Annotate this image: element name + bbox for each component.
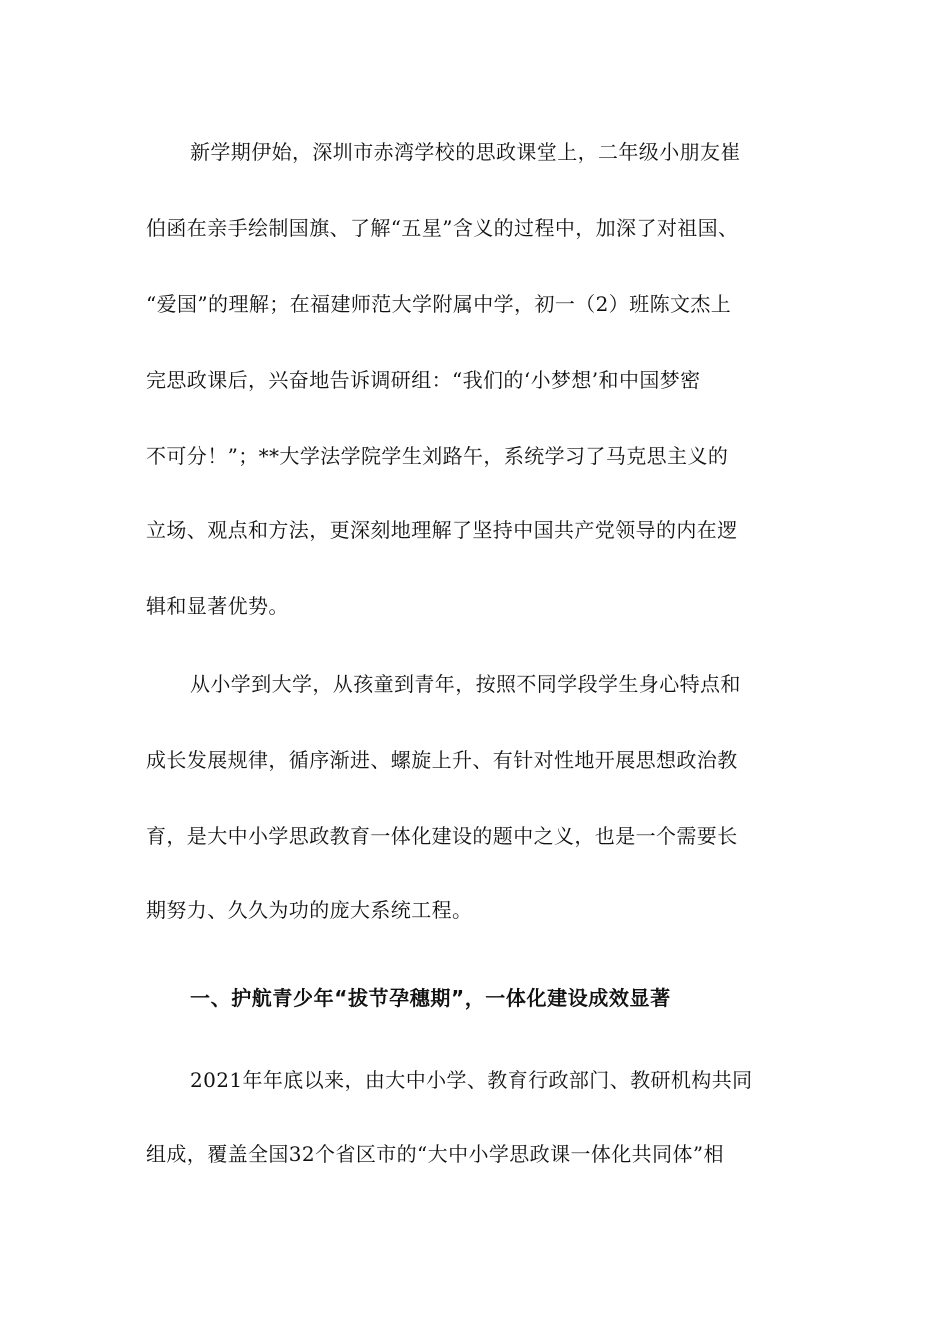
paragraph-1-line-1: 新学期伊始，深圳市赤湾学校的思政课堂上，二年级小朋友崔 [190,140,741,164]
paragraph-2-line-1: 从小学到大学，从孩童到青年，按照不同学段学生身心特点和 [190,672,741,696]
paragraph-3-line-2: 组成，覆盖全国32个省区市的“大中小学思政课一体化共同体”相 [146,1142,724,1166]
paragraph-2-line-3: 育，是大中小学思政教育一体化建设的题中之义，也是一个需要长 [146,824,738,848]
section-heading: 一、护航青少年“拔节孕穗期”，一体化建设成效显著 [190,986,671,1010]
paragraph-1-line-4: 完思政课后，兴奋地告诉调研组：“我们的‘小梦想’和中国梦密 [146,368,701,392]
paragraph-1-line-6: 立场、观点和方法，更深刻地理解了坚持中国共产党领导的内在逻 [146,518,738,542]
paragraph-2-line-4: 期努力、久久为功的庞大系统工程。 [146,898,473,922]
paragraph-1-line-5: 不可分！”；**大学法学院学生刘路午，系统学习了马克思主义的 [146,444,729,468]
paragraph-3-line-1: 2021年年底以来，由大中小学、教育行政部门、教研机构共同 [190,1068,753,1092]
paragraph-1-line-7: 辑和显著优势。 [146,594,289,618]
paragraph-1-line-2: 伯函在亲手绘制国旗、了解“五星”含义的过程中，加深了对祖国、 [146,216,739,240]
paragraph-2-line-2: 成长发展规律，循序渐进、螺旋上升、有针对性地开展思想政治教 [146,748,738,772]
paragraph-1-line-3: “爱国”的理解；在福建师范大学附属中学，初一（2）班陈文杰上 [146,292,732,316]
